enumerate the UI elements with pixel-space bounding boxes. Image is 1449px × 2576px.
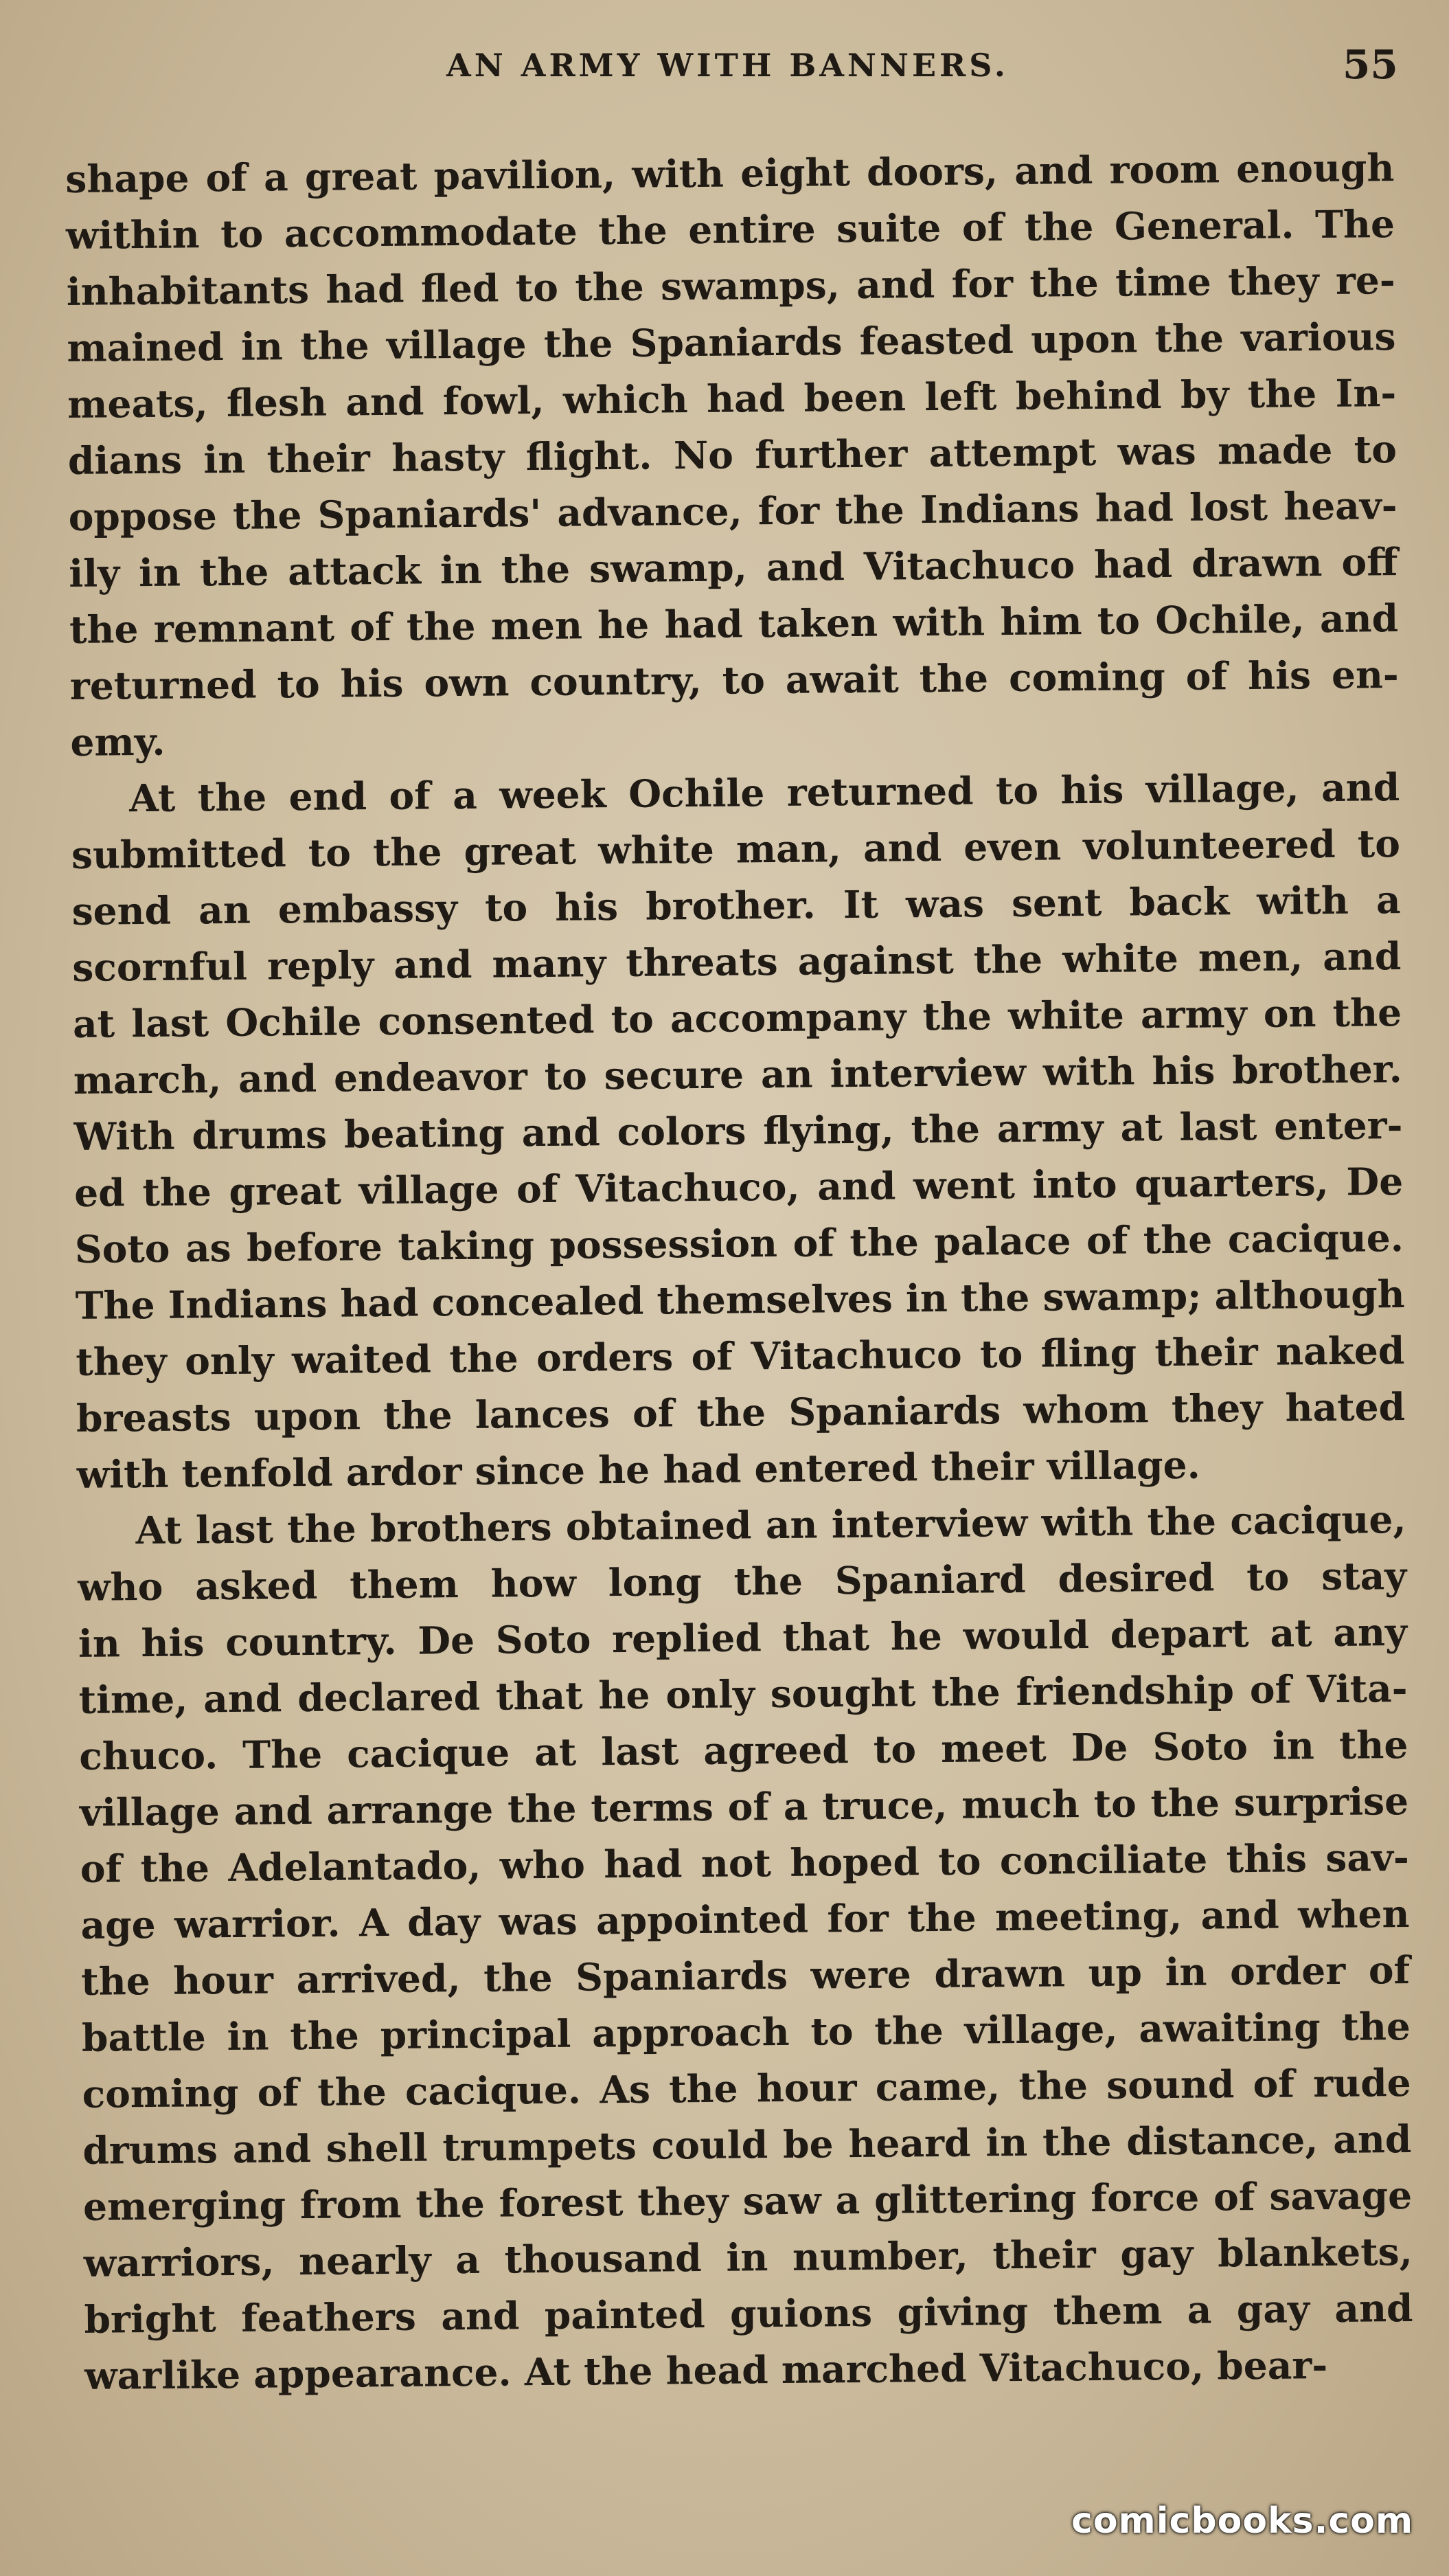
text-line: battle in the principal approach to the village, awaiting the [81, 2004, 1411, 2060]
paragraph-1 [65, 139, 1400, 771]
paragraph-2 [71, 759, 1406, 1503]
text-line: who asked them how long the Spaniard desired to stay [77, 1553, 1407, 1609]
body-text [65, 139, 1414, 2404]
text-line: shape of a great pavilion, with eight doors, and room enough [65, 145, 1395, 201]
text-line: scornful reply and many threats against the white men, and [72, 934, 1402, 990]
text-line: At last the brothers obtained an interview with the cacique, [135, 1497, 1406, 1553]
text-line: At the end of a week Ochile returned to his village, and [128, 765, 1400, 821]
text-line: in his country. De Soto replied that he would depart at any [78, 1609, 1408, 1666]
text-line: inhabitants had fled to the swamps, and for the time they re- [66, 258, 1395, 314]
text-line: drums and shell trumpets could be heard in the distance, and [82, 2116, 1412, 2173]
text-line: breasts upon the lances of the Spaniards whom they hated [76, 1384, 1406, 1440]
text-line: emerging from the forest they saw a glittering force of savage [82, 2173, 1413, 2229]
text-line: With drums beating and colors flying, the army at last enter- [73, 1103, 1403, 1159]
text-line: mained in the village the Spaniards feasted upon the various [67, 314, 1396, 370]
text-line: chuco. The cacique at last agreed to meet De Soto in the [79, 1722, 1408, 1778]
watermark: comicbooks.com [1071, 2500, 1414, 2542]
text-line: ily in the attack in the swamp, and Vitachuco had drawn off [69, 539, 1398, 596]
text-line: send an embassy to his brother. It was sent back with a [71, 877, 1401, 934]
text-line: returned to his own country, to await the coming of his en- [69, 652, 1400, 708]
text-line: march, and endeavor to secure an interview with his brother. [73, 1046, 1403, 1103]
text-line: warriors, nearly a thousand in number, their gay blankets, [83, 2228, 1413, 2285]
text-line: meats, flesh and fowl, which had been left behind by the In- [67, 370, 1397, 427]
page-header [0, 41, 1449, 103]
text-line: of the Adelantado, who had not hoped to conciliate this sav- [80, 1835, 1410, 1891]
text-line: village and arrange the terms of a truce, much to the surprise [79, 1778, 1409, 1835]
text-line: time, and declared that he only sought the friendship of Vita- [78, 1666, 1408, 1722]
text-line: warlike appearance. At the head marched Vitachuco, bear- [84, 2342, 1328, 2398]
text-line: The Indians had concealed themselves in the swamp; although [75, 1272, 1405, 1328]
text-line: Soto as before taking possession of the palace of the cacique. [74, 1215, 1404, 1272]
running-title: AN ARMY WITH BANNERS. [446, 47, 1009, 84]
text-line: emy. [70, 719, 166, 765]
text-line: coming of the cacique. As the hour came, the sound of rude [82, 2060, 1411, 2116]
paragraph-3 [77, 1491, 1413, 2404]
text-line: oppose the Spaniards' advance, for the Indians had lost heav- [68, 483, 1397, 539]
text-line: submitted to the great white man, and even volunteered to [71, 821, 1401, 877]
text-line: within to accommodate the entire suite of the General. The [65, 201, 1395, 258]
text-line: the hour arrived, the Spaniards were drawn up in order of [80, 1947, 1411, 2004]
text-line: age warrior. A day was appointed for the meeting, and when [80, 1891, 1410, 1947]
text-line: bright feathers and painted guions giving them a gay and [84, 2285, 1413, 2342]
text-line: dians in their hasty flight. No further attempt was made to [67, 427, 1397, 483]
text-line: they only waited the orders of Vitachuco to fling their naked [76, 1328, 1405, 1384]
text-line: ed the great village of Vitachuco, and went into quarters, De [73, 1159, 1404, 1215]
text-line: with tenfold ardor since he had entered their village. [76, 1442, 1201, 1497]
text-line: at last Ochile consented to accompany the white army on the [72, 990, 1402, 1046]
page-number: 55 [1343, 41, 1398, 88]
text-line: the remnant of the men he had taken with him to Ochile, and [69, 596, 1399, 652]
